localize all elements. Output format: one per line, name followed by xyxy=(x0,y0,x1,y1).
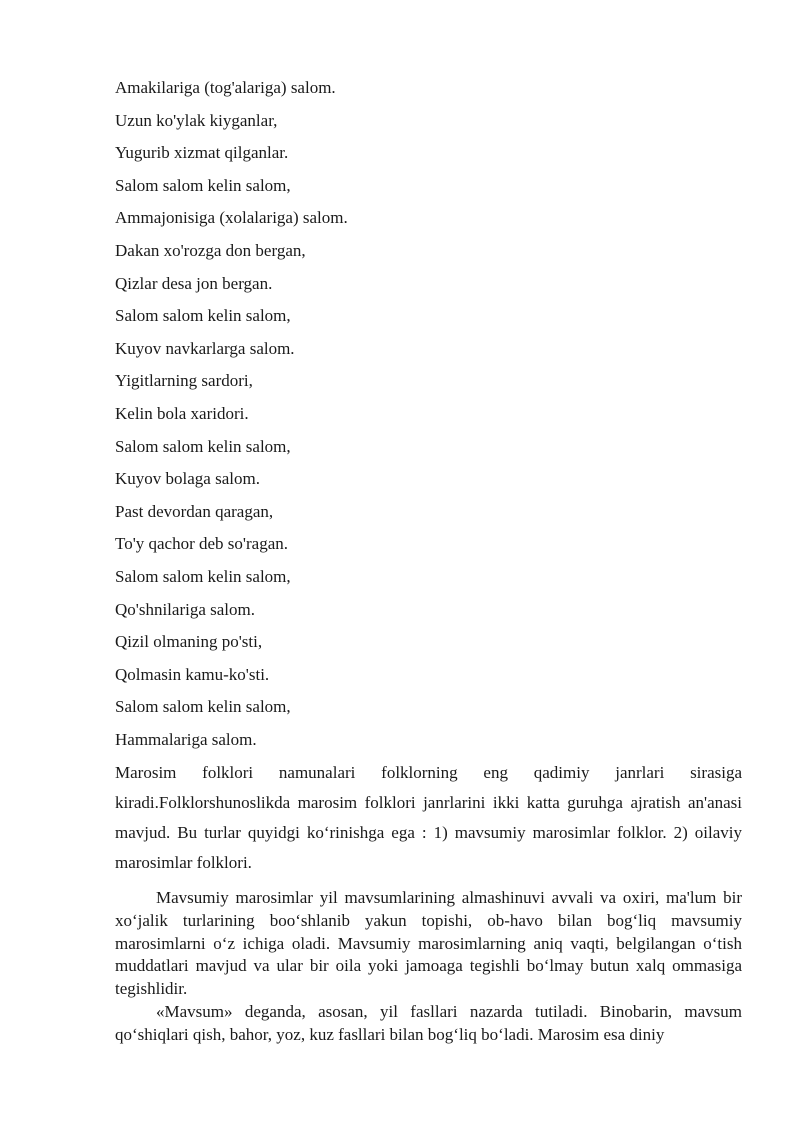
poem-line: Qizlar desa jon bergan. xyxy=(115,273,273,293)
poem-line: Qo'shnilariga salom. xyxy=(115,599,255,619)
paragraph-mavsum: «Mavsum» deganda, asosan, yil fasllari nazarda tutiladi. Binobarin, mavsum qo‘shiqlari qish, bahor, yoz, kuz fasllari bilan bog‘liq bo‘ladi. Marosim esa diniy xyxy=(115,1001,742,1044)
poem-line: Kuyov navkarlarga salom. xyxy=(115,338,295,358)
poem-line: Ammajonisiga (xolalariga) salom. xyxy=(115,208,348,228)
poem-line: Salom salom kelin salom, xyxy=(115,306,291,326)
poem-line: Salom salom kelin salom, xyxy=(115,697,291,717)
body-paragraphs xyxy=(115,887,742,1047)
poem-line: To'y qachor deb so'ragan. xyxy=(115,534,288,554)
poem-line: Kelin bola xaridori. xyxy=(115,403,249,423)
poem-line: Yigitlarning sardori, xyxy=(115,371,253,391)
poem-line: Salom salom kelin salom, xyxy=(115,436,291,456)
poem-line: Past devordan qaragan, xyxy=(115,501,274,521)
poem-line: Qolmasin kamu-ko'sti. xyxy=(115,664,270,684)
poem-line: Salom salom kelin salom, xyxy=(115,566,291,586)
poem-line: Uzun ko'ylak kiyganlar, xyxy=(115,110,278,130)
poem-line: Qizil olmaning po'sti, xyxy=(115,632,263,652)
poem-line: Dakan xo'rozga don bergan, xyxy=(115,240,306,260)
poem xyxy=(115,76,755,760)
poem-line: Amakilariga (tog'alariga) salom. xyxy=(115,78,336,97)
poem-line: Hammalariga salom. xyxy=(115,729,257,749)
paragraph-mavsumiy-marosimlar: Mavsumiy marosimlar yil mavsumlarining almashinuvi avvali va oxiri, ma'lum bir xo‘jalik turlarining boo‘shlanib yakun topishi, ob-havo bilan bog‘liq mavsumiy marosimlarni o‘z ichiga oladi. Mavsumiy marosimlarning aniq vaqti, belgilangan o‘tish muddatlari mavjud va ular bir oila yoki jamoaga tegishli bo‘lmay butun xalq ommasiga tegishlidir. xyxy=(115,888,742,999)
paragraph-marosim-folklori: Marosim folklori namunalari folklorning eng qadimiy janrlari sirasiga kiradi.Folklorshunoslikda marosim folklori janrlarini ikki katta guruhga ajratish an'anasi mavjud. Bu turlar quyidgi ko‘rinishga ega : 1) mavsumiy marosimlar folklor. 2) oilaviy marosimlar folklori. xyxy=(115,763,742,872)
poem-line: Yugurib xizmat qilganlar. xyxy=(115,143,289,163)
poem-line: Kuyov bolaga salom. xyxy=(115,469,260,489)
poem-line: Salom salom kelin salom, xyxy=(115,175,291,195)
